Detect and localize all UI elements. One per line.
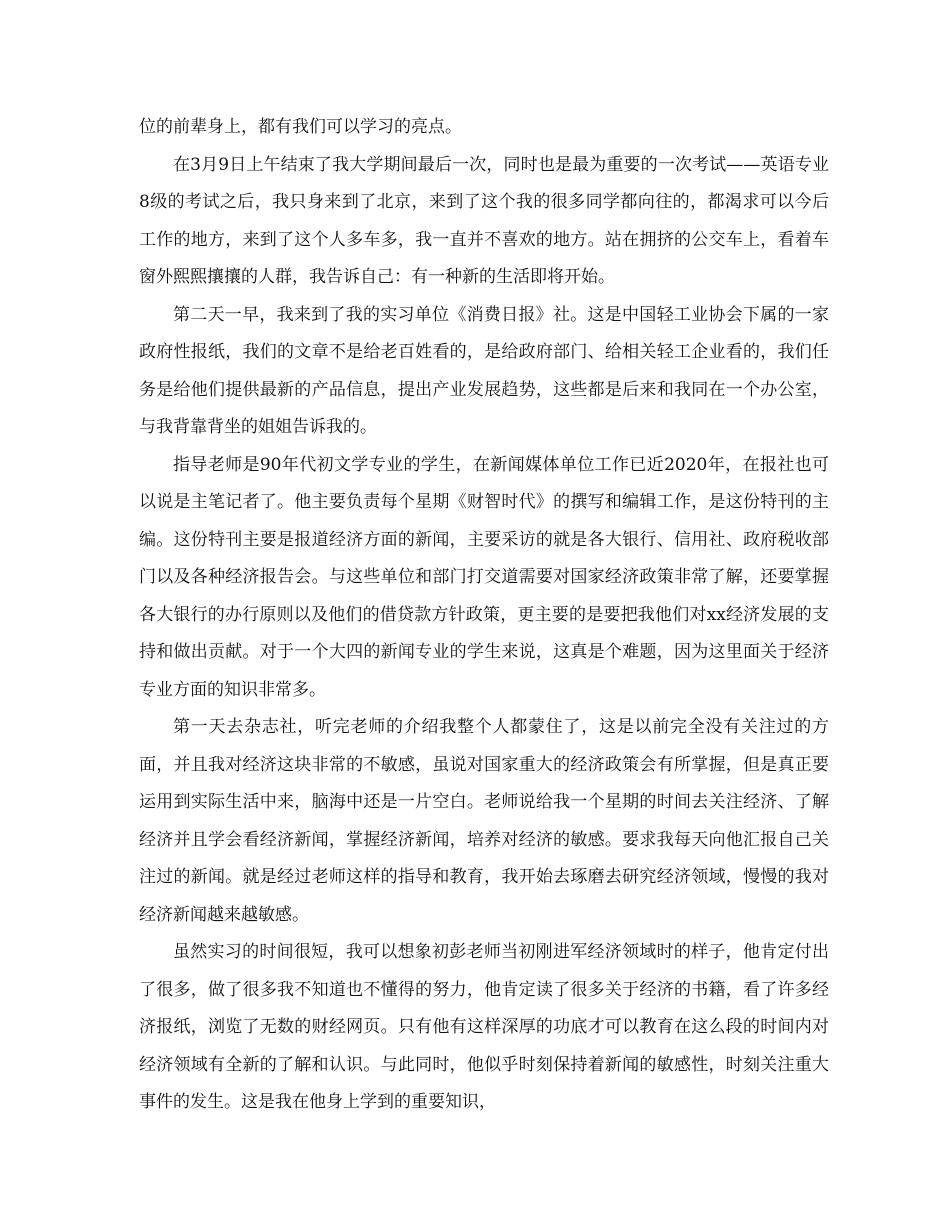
- paragraph-2: 在3月9日上午结束了我大学期间最后一次，同时也是最为重要的一次考试——英语专业8级的考试之后，我只身来到了北京，来到了这个我的很多同学都向往的，都渴求可以今后工作的地方，来到了这个人多车多，我一直并不喜欢的地方。站在拥挤的公交车上，看着车窗外熙熙攘攘的人群，我告诉自己：有一种新的生活即将开始。: [139, 154, 829, 287]
- paragraph-3: 第二天一早，我来到了我的实习单位《消费日报》社。这是中国轻工业协会下属的一家政府性报纸，我们的文章不是给老百姓看的，是给政府部门、给相关轻工企业看的，我们任务是给他们提供最新的产品信息，提出产业发展趋势，这些都是后来和我同在一个办公室，与我背靠背坐的姐姐告诉我的。: [139, 304, 829, 437]
- paragraph-5: 第一天去杂志社，听完老师的介绍我整个人都蒙住了，这是以前完全没有关注过的方面，并且我对经济这块非常的不敏感，虽说对国家重大的经济政策会有所掌握，但是真正要运用到实际生活中来，脑海中还是一片空白。老师说给我一个星期的时间去关注经济、了解经济并且学会看经济新闻，掌握经济新闻，培养对经济的敏感。要求我每天向他汇报自己关注过的新闻。就是经过老师这样的指导和教育，我开始去琢磨去研究经济领域，慢慢的我对经济新闻越来越敏感。: [139, 717, 829, 925]
- document-body: [139, 109, 829, 1122]
- paragraph-4: 指导老师是90年代初文学专业的学生，在新闻媒体单位工作已近2020年，在报社也可以说是主笔记者了。他主要负责每个星期《财智时代》的撰写和编辑工作，是这份特刊的主编。这份特刊主要是报道经济方面的新闻，主要采访的就是各大银行、信用社、政府税收部门以及各种经济报告会。与这些单位和部门打交道需要对国家经济政策非常了解，还要掌握各大银行的办行原则以及他们的借贷款方针政策，更主要的是要把我他们对xx经济发展的支持和做出贡献。对于一个大四的新闻专业的学生来说，这真是个难题，因为这里面关于经济专业方面的知识非常多。: [139, 454, 829, 700]
- paragraph-6: 虽然实习的时间很短，我可以想象初彭老师当初刚进军经济领域时的样子，他肯定付出了很多，做了很多我不知道也不懂得的努力，他肯定读了很多关于经济的书籍，看了许多经济报纸，浏览了无数的财经网页。只有他有这样深厚的功底才可以教育在这么段的时间内对经济领域有全新的了解和认识。与此同时，他似乎时刻保持着新闻的敏感性，时刻关注重大事件的发生。这是我在他身上学到的重要知识，: [139, 942, 829, 1112]
- paragraph-1: 位的前辈身上，都有我们可以学习的亮点。: [139, 117, 462, 137]
